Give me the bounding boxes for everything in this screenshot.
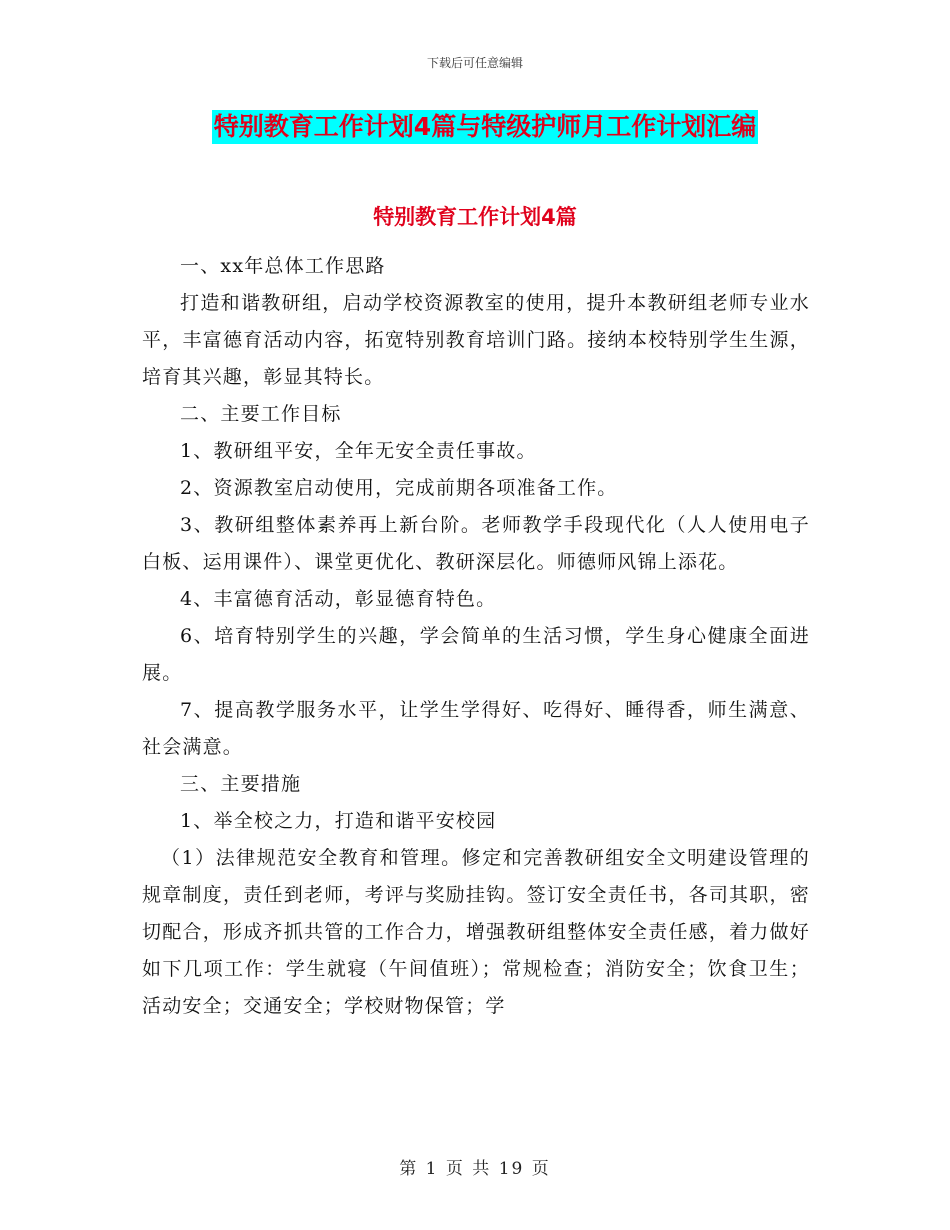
list-item: 3、教研组整体素养再上新台阶。老师教学手段现代化（人人使用电子白板、运用课件）、课堂更优化、教研深层化。师德师风锦上添花。 xyxy=(142,514,810,573)
sub-list-item: （1）法律规范安全教育和管理。修定和完善教研组安全文明建设管理的规章制度，责任到老师，考评与奖励挂钩。签订安全责任书，各司其职，密切配合，形成齐抓共管的工作合力，增强教研组整体安全责任感，着力做好如下几项工作：学生就寝（午间值班）；常规检查；消防安全；饮食卫生；活动安全；交通安全；学校财物保管；学 xyxy=(142,847,810,1017)
list-item: 4、丰富德育活动，彰显德育特色。 xyxy=(180,588,497,610)
document-body xyxy=(142,248,810,1025)
list-item: 1、教研组平安，全年无安全责任事故。 xyxy=(180,440,537,462)
section-heading-1: 一、xx年总体工作思路 xyxy=(180,255,386,277)
page-number: 第 1 页 共 19 页 xyxy=(399,1159,551,1179)
list-item: 7、提高教学服务水平，让学生学得好、吃得好、睡得香，师生满意、社会满意。 xyxy=(142,699,810,758)
sub-title: 特别教育工作计划4篇 xyxy=(373,205,577,229)
paragraph: 打造和谐教研组，启动学校资源教室的使用，提升本教研组老师专业水平，丰富德育活动内容，拓宽特别教育培训门路。接纳本校特别学生生源，培育其兴趣，彰显其特长。 xyxy=(142,292,810,388)
list-item: 1、举全校之力，打造和谐平安校园 xyxy=(180,810,497,832)
list-item: 2、资源教室启动使用，完成前期各项准备工作。 xyxy=(180,477,618,499)
list-item: 6、培育特别学生的兴趣，学会简单的生活习惯，学生身心健康全面进展。 xyxy=(142,625,810,684)
section-heading-3: 三、主要措施 xyxy=(180,773,302,795)
page-header-note: 下载后可任意编辑 xyxy=(426,56,523,70)
main-title: 特别教育工作计划4篇与特级护师月工作计划汇编 xyxy=(212,110,758,144)
section-heading-2: 二、主要工作目标 xyxy=(180,403,342,425)
main-title-container xyxy=(0,110,950,144)
